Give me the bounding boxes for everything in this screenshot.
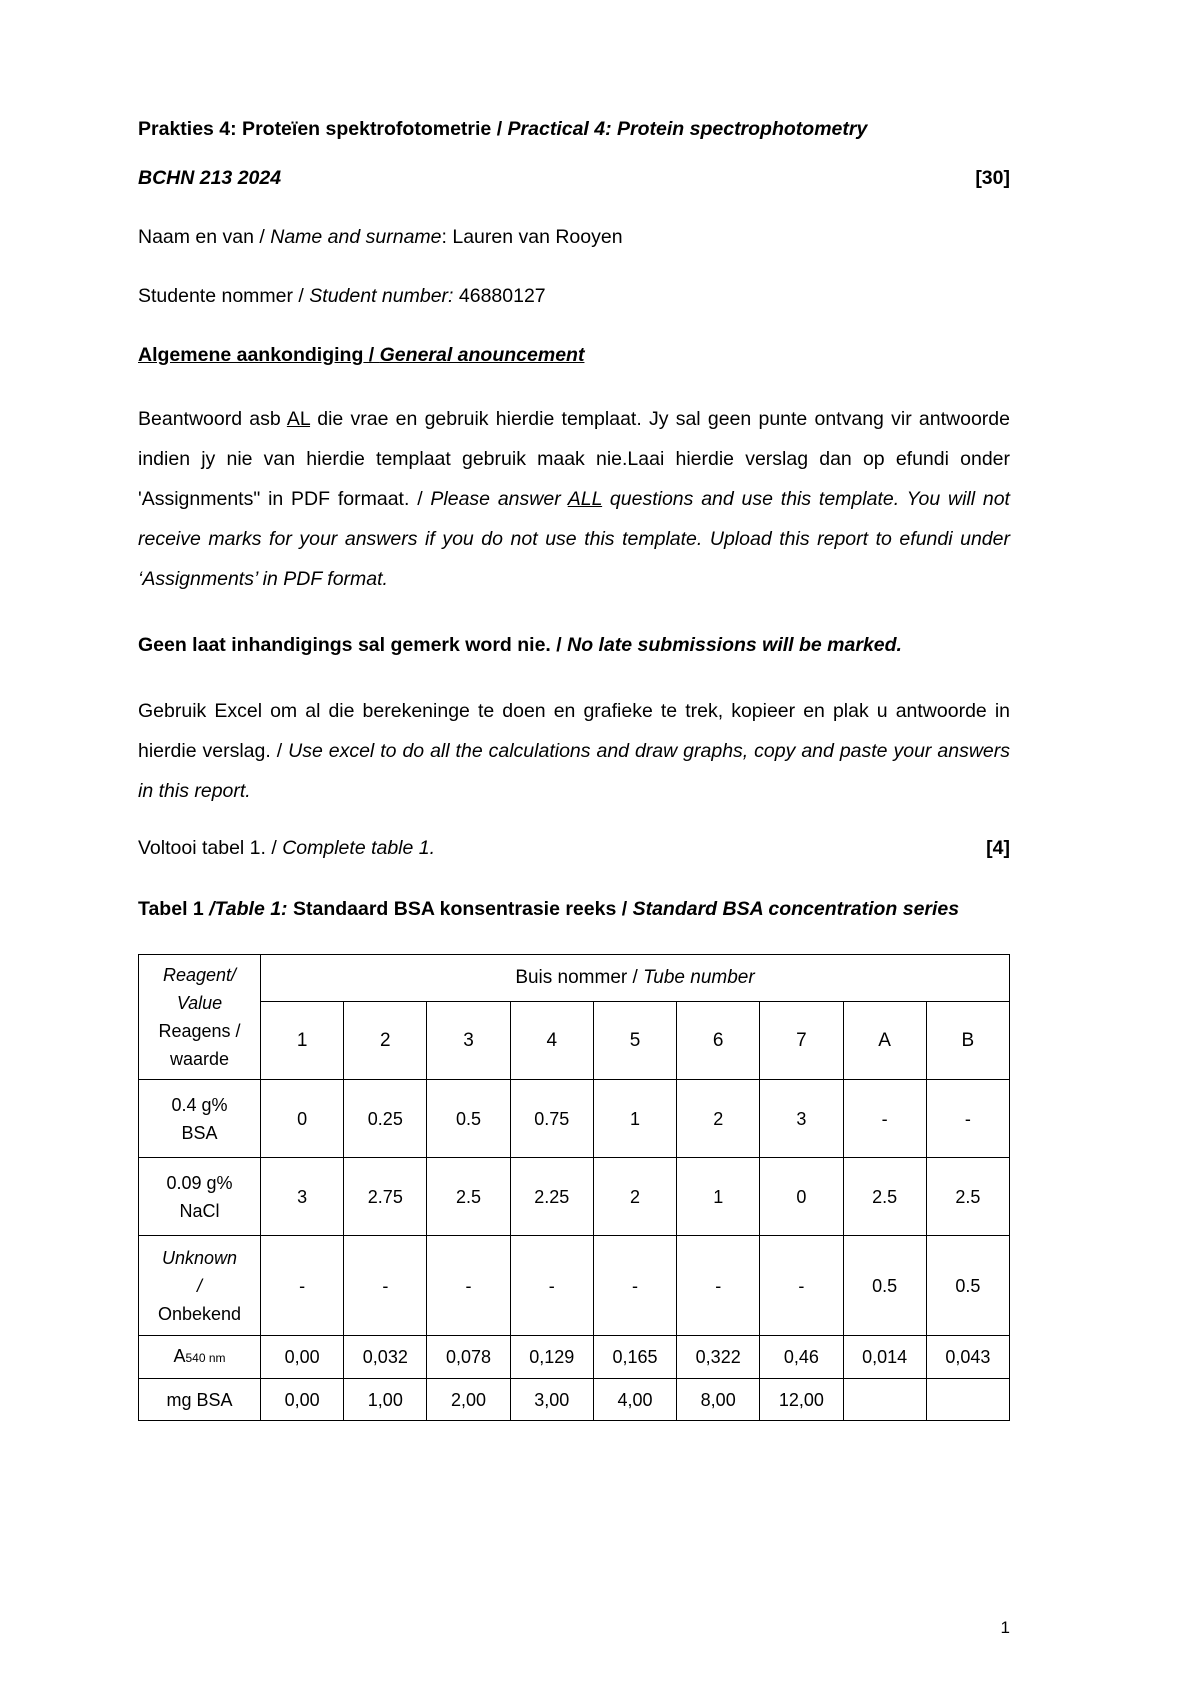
table-row-bsa [139,1080,1010,1158]
table1-caption-text-english: Standard BSA concentration series [632,898,960,920]
cell-absorbance-3: 0,078 [427,1336,510,1379]
row-label-bsa [139,1080,261,1158]
table-col-header-tube-7: 7 [760,1002,843,1080]
table-group-header-tube-number [261,955,1010,1002]
task-text-afrikaans: Voltooi tabel 1. [138,837,272,859]
student-name-label-afrikaans: Naam en van [138,226,254,248]
cell-unknown-a: 0.5 [843,1236,926,1336]
table-col-header-tube-3: 3 [427,1002,510,1080]
cell-unknown-4: - [510,1236,593,1336]
corner-label-reagent-en: Reagent/ [162,965,237,985]
table-row-absorbance [139,1336,1010,1379]
row-label-unknown-af: Onbekend [157,1303,242,1324]
table-corner-cell [139,955,261,1080]
table-col-header-tube-a: A [843,1002,926,1080]
bsa-concentration-table [138,954,1010,1421]
table1-caption [138,890,1010,928]
cell-nacl-5: 2 [593,1158,676,1236]
cell-unknown-3: - [427,1236,510,1336]
corner-label-waarde-af: waarde [169,1049,230,1069]
cell-bsa-a: - [843,1080,926,1158]
task-text [138,837,435,860]
cell-bsa-4: 0.75 [510,1080,593,1158]
row-label-bsa-line2: BSA [181,1122,218,1143]
table-tube-number-row [139,1002,1010,1080]
table-row-unknown [139,1236,1010,1336]
cell-absorbance-4: 0,129 [510,1336,593,1379]
cell-unknown-5: - [593,1236,676,1336]
cell-bsa-b: - [926,1080,1009,1158]
cell-nacl-2: 2.75 [344,1158,427,1236]
row-label-nacl-line1: 0.09 g% [166,1172,233,1193]
announcement-heading-english: General anouncement [379,344,585,366]
cell-nacl-4: 2.25 [510,1158,593,1236]
excel-instruction-english: Use excel to do all the calculations and draw graphs, copy and paste your answers in this report. [138,740,1010,802]
row-label-mg-bsa: mg BSA [139,1379,261,1421]
cell-nacl-3: 2.5 [427,1158,510,1236]
cell-mg-bsa-a [843,1379,926,1421]
name-label-separator: / [253,226,271,248]
instructions-en-part1: Please answer [430,488,568,510]
title-separator: / [491,118,508,140]
cell-mg-bsa-6: 8,00 [677,1379,760,1421]
cell-mg-bsa-4: 3,00 [510,1379,593,1421]
table-col-header-tube-6: 6 [677,1002,760,1080]
group-header-separator: / [632,967,644,988]
table-header-row-group [139,955,1010,1002]
row-label-unknown-separator: / [196,1275,202,1296]
corner-label-reagens-af: Reagens / [158,1021,241,1041]
row-label-unknown [139,1236,261,1336]
student-number-label-english: Student number: [309,285,454,307]
announcement-heading [138,344,1010,367]
cell-bsa-5: 1 [593,1080,676,1158]
cell-mg-bsa-2: 1,00 [344,1379,427,1421]
excel-instruction-separator: / [276,740,289,762]
table1-caption-text-afrikaans: Standaard BSA konsentrasie reeks [287,898,622,920]
cell-unknown-2: - [344,1236,427,1336]
task-separator: / [271,837,283,859]
late-submission-notice [138,625,1010,665]
corner-label-value-en: Value [176,993,223,1013]
table-row-nacl [139,1158,1010,1236]
cell-nacl-7: 0 [760,1158,843,1236]
late-notice-english: No late submissions will be marked. [567,634,902,656]
table1-caption-separator: / [621,898,633,920]
cell-bsa-1: 0 [261,1080,344,1158]
cell-unknown-6: - [677,1236,760,1336]
cell-bsa-2: 0.25 [344,1080,427,1158]
excel-instruction-afrikaans: Gebruik Excel om al die berekeninge te doen en grafieke te trek, kopieer en plak u antwoorde in hierdie verslag. [138,700,1010,762]
table-col-header-tube-b: B [926,1002,1009,1080]
table-col-header-tube-5: 5 [593,1002,676,1080]
group-header-afrikaans: Buis nommer [515,967,633,988]
announcement-heading-afrikaans: Algemene aankondiging [138,344,364,366]
student-name-label-english: Name and surname [270,226,442,248]
cell-absorbance-7: 0,46 [760,1336,843,1379]
instructions-af-part2: die vrae en gebruik hierdie templaat. Jy sal geen punte ontvang vir antwoorde indien jy nie van hierdie templaat gebruik maak nie.Laai hierdie verslag dan op efundi onder 'Assignments" in PDF formaat. [138,408,1010,510]
cell-mg-bsa-3: 2,00 [427,1379,510,1421]
cell-absorbance-2: 0,032 [344,1336,427,1379]
cell-nacl-a: 2.5 [843,1158,926,1236]
cell-nacl-6: 1 [677,1158,760,1236]
table1-caption-label-afrikaans: Tabel 1 [138,898,210,920]
student-number-label-afrikaans: Studente nommer [138,285,294,307]
cell-bsa-3: 0.5 [427,1080,510,1158]
cell-absorbance-5: 0,165 [593,1336,676,1379]
student-number-row [138,285,1010,308]
document-title [138,118,1010,141]
instructions-af-part1: Beantwoord asb [138,408,287,430]
cell-bsa-6: 2 [677,1080,760,1158]
table-col-header-tube-1: 1 [261,1002,344,1080]
row-label-nacl-line2: NaCl [179,1200,220,1221]
row-label-absorbance-subscript: 540 nm [185,1351,226,1365]
cell-mg-bsa-5: 4,00 [593,1379,676,1421]
table-col-header-tube-4: 4 [510,1002,593,1080]
announcement-heading-separator: / [363,344,380,366]
student-number-value: 46880127 [453,285,546,307]
instructions-af-emphasis: AL [286,408,311,430]
cell-unknown-b: 0.5 [926,1236,1009,1336]
document-title-english: Practical 4: Protein spectrophotometry [507,118,868,140]
cell-absorbance-6: 0,322 [677,1336,760,1379]
cell-unknown-1: - [261,1236,344,1336]
document-title-afrikaans: Prakties 4: Proteïen spektrofotometrie [138,118,492,140]
group-header-english: Tube number [643,967,755,988]
total-marks-badge: [30] [975,167,1010,189]
row-label-absorbance-symbol: A [173,1346,186,1366]
late-notice-afrikaans: Geen laat inhandigings sal gemerk word nie. [138,634,557,656]
page-number: 1 [1000,1618,1010,1637]
task-marks-badge: [4] [986,837,1010,859]
table-col-header-tube-2: 2 [344,1002,427,1080]
late-notice-separator: / [556,634,568,656]
row-label-absorbance [139,1336,261,1379]
task-complete-table-row [138,837,1010,860]
cell-absorbance-1: 0,00 [261,1336,344,1379]
cell-absorbance-b: 0,043 [926,1336,1009,1379]
table1-caption-label-english: /Table 1: [209,898,288,920]
course-code-row [138,167,1010,190]
cell-nacl-b: 2.5 [926,1158,1009,1236]
cell-unknown-7: - [760,1236,843,1336]
student-name-row [138,226,1010,249]
course-code: BCHN 213 2024 [138,167,282,189]
row-label-bsa-line1: 0.4 g% [171,1094,228,1115]
cell-bsa-7: 3 [760,1080,843,1158]
row-label-nacl [139,1158,261,1236]
instructions-en-emphasis: ALL [567,488,603,510]
student-name-value: : Lauren van Rooyen [441,226,623,248]
cell-absorbance-a: 0,014 [843,1336,926,1379]
row-label-unknown-en: Unknown [161,1247,238,1268]
announcement-paragraph-instructions [138,399,1010,599]
cell-mg-bsa-b [926,1379,1009,1421]
task-text-english: Complete table 1. [282,837,436,859]
cell-mg-bsa-1: 0,00 [261,1379,344,1421]
cell-mg-bsa-7: 12,00 [760,1379,843,1421]
instructions-en-part2: questions and use this template. You will not receive marks for your answers if you do not use this template. Upload this report to efundi under ‘Assignments’ in PDF format. [138,488,1010,590]
cell-nacl-1: 3 [261,1158,344,1236]
table-row-mg-bsa [139,1379,1010,1421]
number-label-separator: / [293,285,310,307]
excel-instruction-paragraph [138,691,1010,811]
instructions-separator: / [417,488,431,510]
